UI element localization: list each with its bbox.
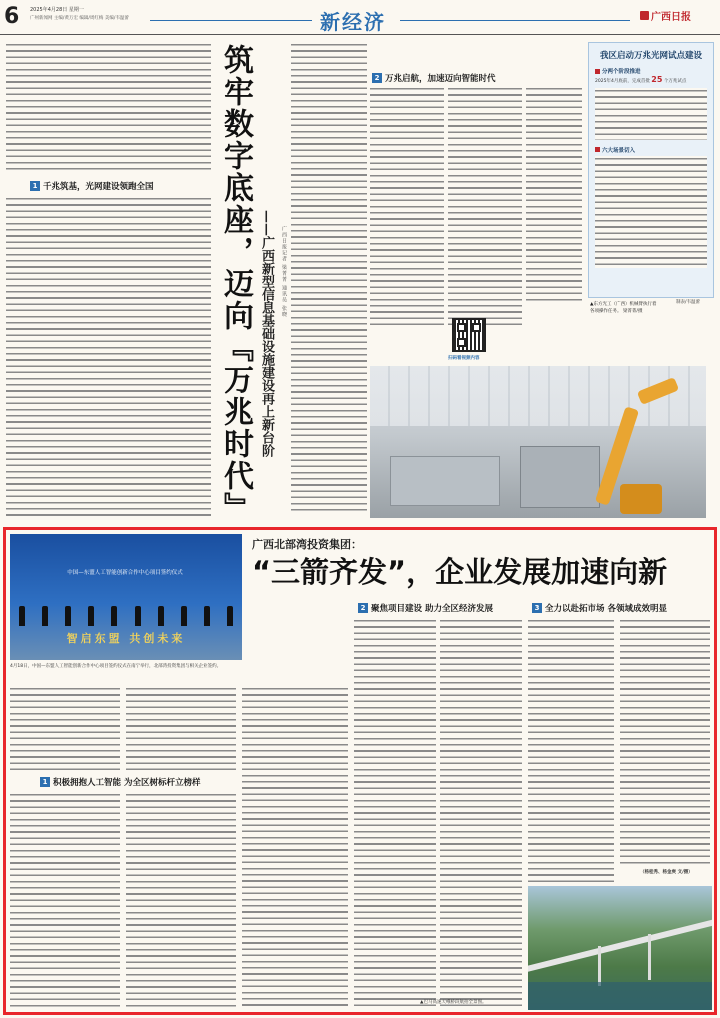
page-number: 6 <box>4 4 20 29</box>
bottom-section-3-heading <box>532 602 667 614</box>
photo-slogan: 智启东盟 共创未来 <box>66 632 186 645</box>
sidebar-sub2: 六大场景切入 <box>595 146 707 154</box>
bottom-section-1-title: 积极拥抱人工智能 为全区树标杆立榜样 <box>53 778 201 788</box>
section-2-col3 <box>526 86 582 302</box>
bottom-s1-col3 <box>242 686 348 1008</box>
bottom-photo-caption: 4月18日，中国—东盟人工智能创新合作中心项目签约仪式在南宁举行，北部湾投资集团与相关企业签约。 <box>10 664 222 669</box>
bottom-s1-col2 <box>126 792 236 1008</box>
bullet-icon <box>595 147 600 152</box>
bottom-headline: “三箭齐发”，企业发展加速向新 <box>252 555 668 589</box>
section-number-icon: 1 <box>30 181 40 191</box>
section-title: 新经济 <box>320 10 386 34</box>
byline: 广西日报记者 梁菁菁 通讯员 张晓 <box>281 226 287 318</box>
section-2-col1 <box>370 86 444 326</box>
section-number-icon: 3 <box>532 603 542 613</box>
middle-top-text <box>291 42 367 514</box>
sidebar-stat1: 2025年4月底前，完成首批 25 个万兆试点 <box>595 75 687 84</box>
section-1-heading <box>30 180 154 192</box>
bottom-section-2-heading <box>358 602 493 614</box>
section-1-text <box>6 196 211 518</box>
bottom-byline: （杨桂秀、杨金庚 文/摄） <box>640 870 693 875</box>
photo-banner-text: 中国—东盟人工智能创新合作中心项目签约仪式 <box>67 570 183 576</box>
bottom-s1-col1 <box>10 792 120 1008</box>
bottom-section-2-title: 聚焦项目建设 助力全区经济发展 <box>371 604 493 614</box>
robot-arm-photo <box>370 366 706 518</box>
bottom-s2-col1 <box>354 618 436 1008</box>
editor-line: 广州新闻网 主编/黄万宏 编辑/周红梅 美编/韦温蕾 <box>30 16 129 21</box>
sidebar-box <box>588 42 714 298</box>
section-number-icon: 2 <box>358 603 368 613</box>
sidebar-title: 我区启动万兆光网试点建设 <box>599 51 702 61</box>
section-2-col2 <box>448 86 522 326</box>
sidebar-credit: 制表/韦温蕾 <box>676 300 701 305</box>
section-1-title: 千兆筑基，光网建设领跑全国 <box>43 182 154 192</box>
section-2-title: 万兆启航，加速迈向智能时代 <box>385 74 496 84</box>
page-header <box>0 0 720 36</box>
paper-name: 广西日报 <box>651 12 691 23</box>
bridge-photo-caption: ▲巴马高速天峨桥段航拍全景图。 <box>420 1000 487 1005</box>
header-rule-right <box>400 20 630 21</box>
bottom-s3-col2 <box>620 618 710 868</box>
logo-seal-icon <box>640 11 649 20</box>
photo-caption: ▲东方光工（广西）机械臂执行着各项操作任务。 梁菁菁/摄 <box>590 302 657 314</box>
paper-logo <box>640 8 691 23</box>
sidebar-sub1: 分两个阶段推进 <box>595 67 707 75</box>
top-headline: 筑牢数字底座，迈向『万兆时代』 <box>218 44 253 524</box>
bottom-s2-col2 <box>440 618 522 1008</box>
bullet-icon <box>595 69 600 74</box>
bottom-kicker: 广西北部湾投资集团： <box>252 538 362 551</box>
sidebar-text-1 <box>595 88 707 140</box>
section-number-icon: 1 <box>40 777 50 787</box>
section-number-icon: 2 <box>372 73 382 83</box>
sidebar-text-2 <box>595 156 707 268</box>
bottom-section-3-title: 全力以赴拓市场 各领域成效明显 <box>545 604 667 614</box>
bottom-s3-col1 <box>528 618 614 882</box>
bottom-left-text-1 <box>10 686 120 770</box>
header-rule-left <box>150 20 312 21</box>
qr-code[interactable] <box>452 318 486 352</box>
bottom-section-1-heading <box>40 776 200 788</box>
section-2-heading <box>372 72 496 84</box>
bridge-aerial-photo <box>528 886 712 1010</box>
top-subheadline: ——广西新型信息基础设施建设再上新台阶 <box>259 210 274 457</box>
bottom-left-text-2 <box>126 686 236 770</box>
signing-ceremony-photo <box>10 534 242 660</box>
qr-caption: 扫码看视频内容 <box>448 356 480 361</box>
intro-text <box>6 42 211 174</box>
date-line: 2025年4月28日 星期一 <box>30 7 84 13</box>
